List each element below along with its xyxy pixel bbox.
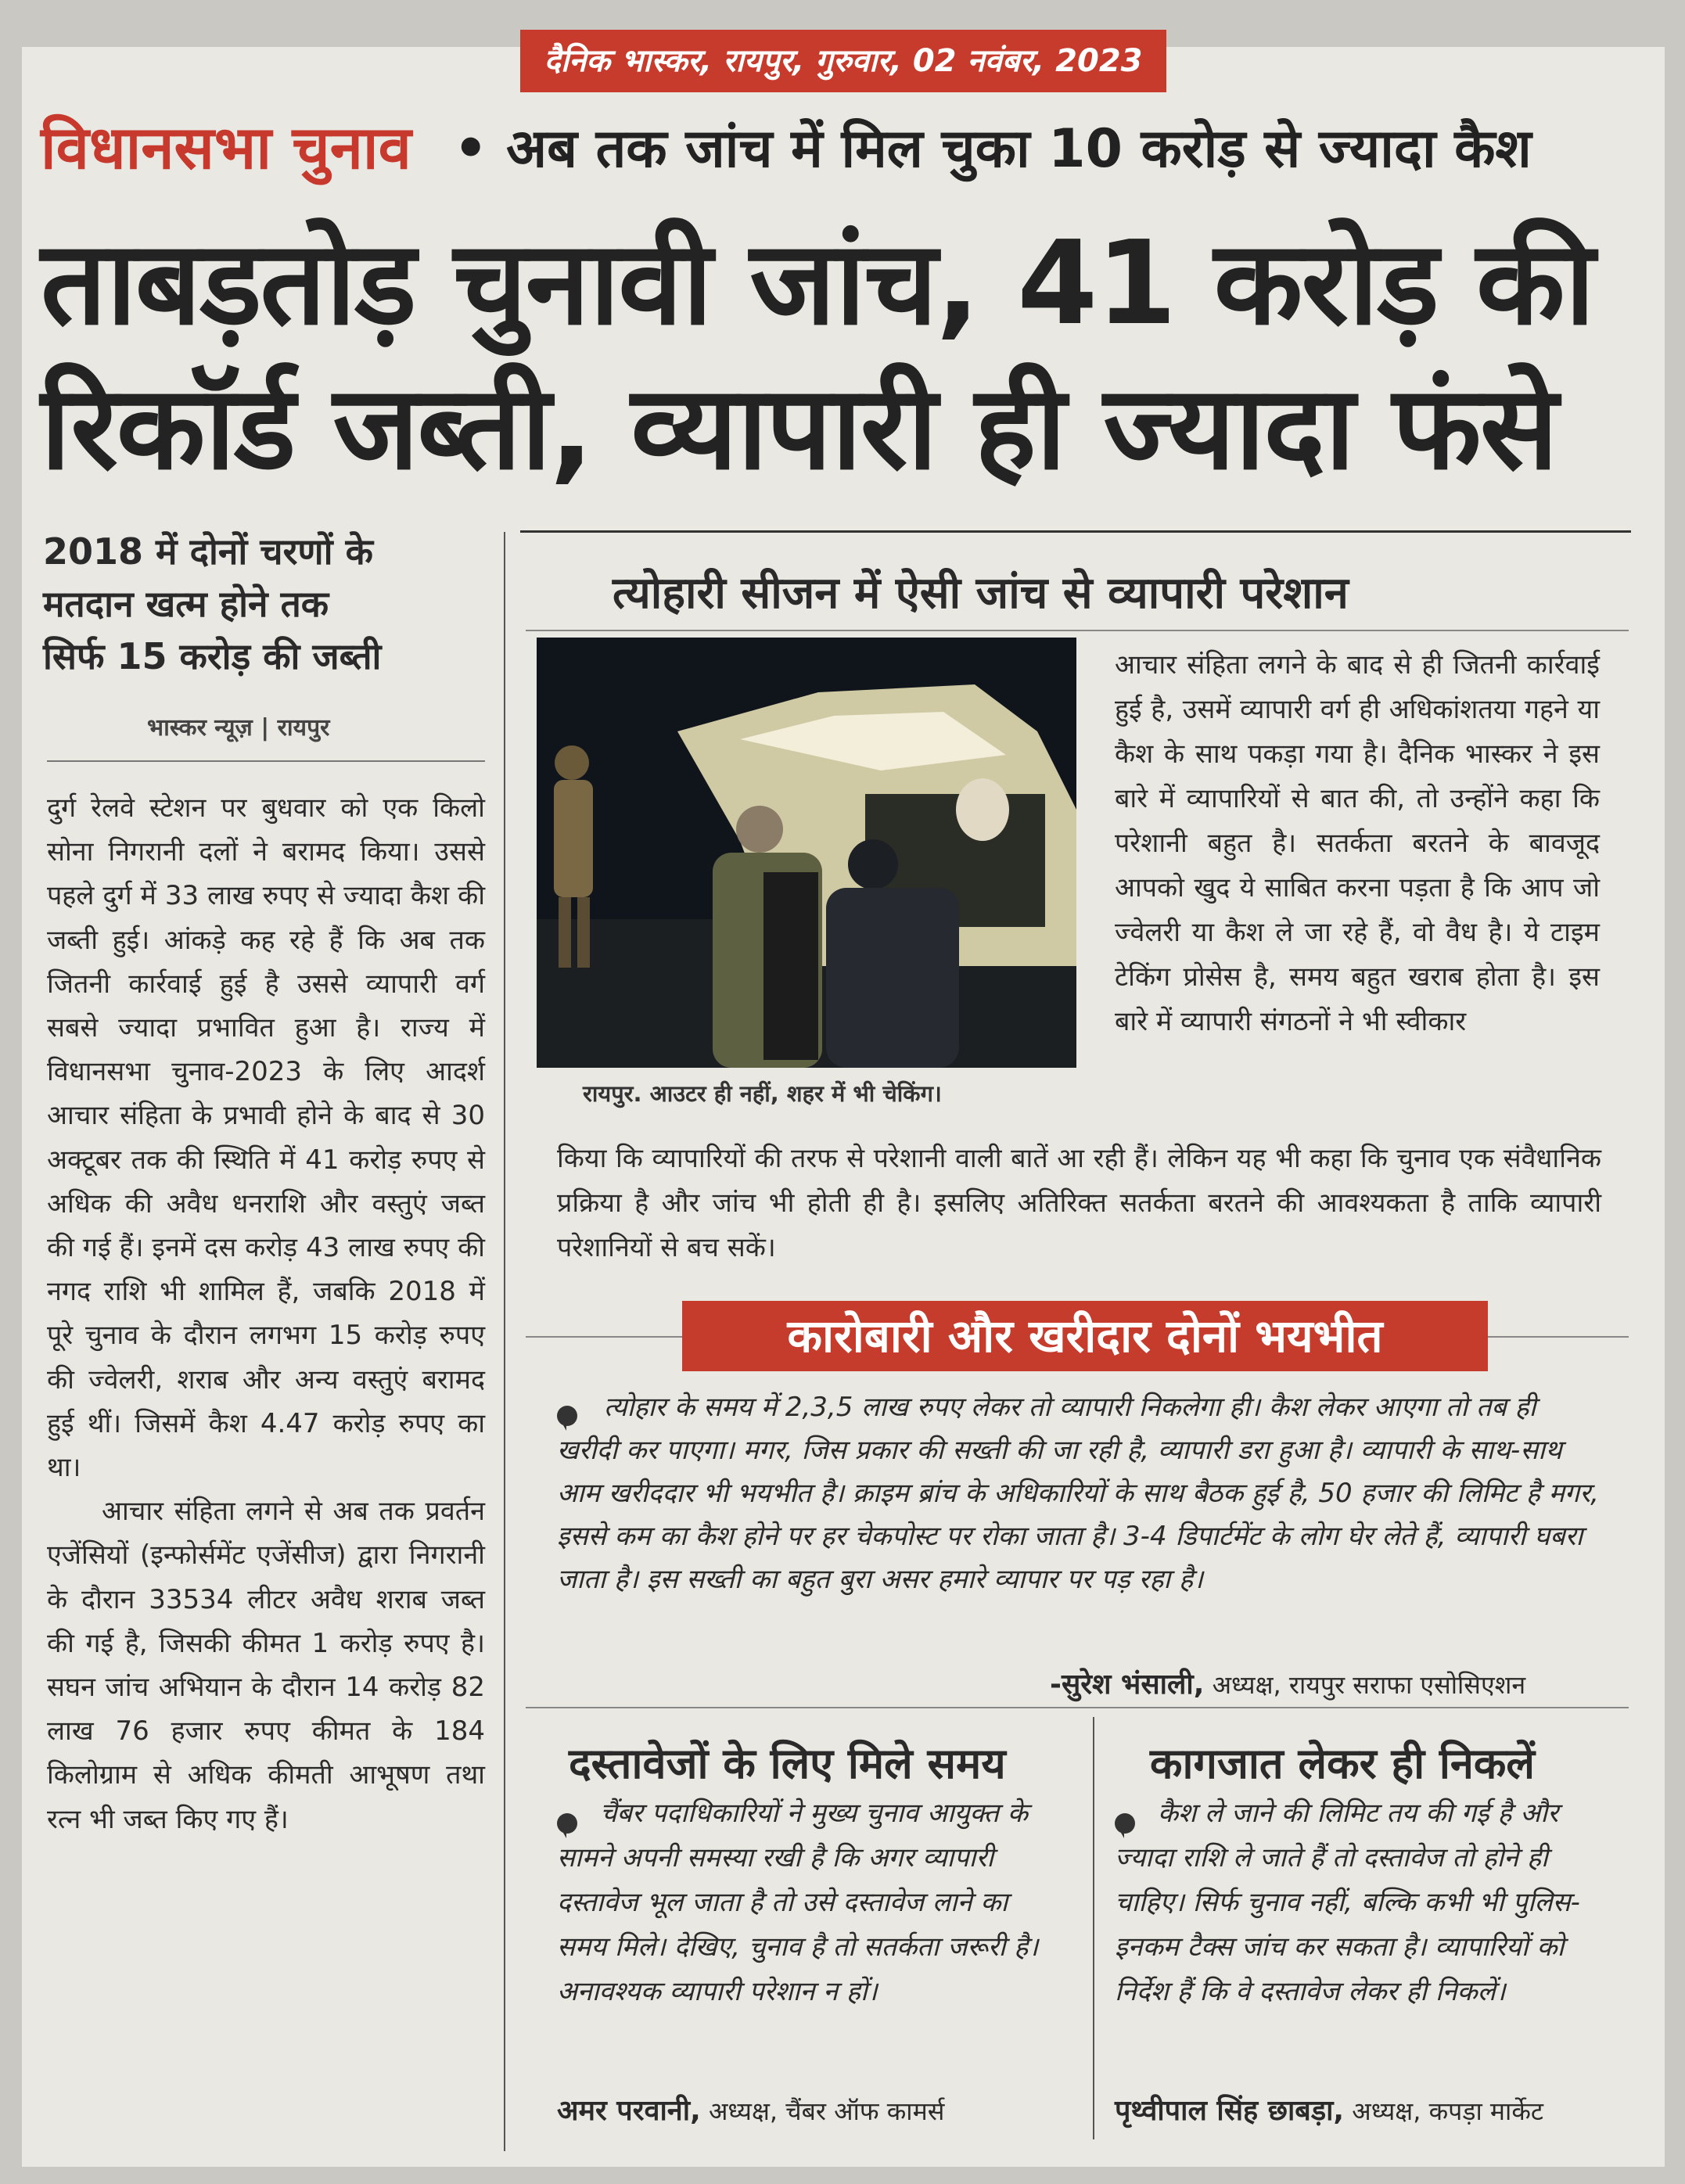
masthead-dateline: दैनिक भास्कर, रायपुर, गुरुवार, 02 नवंबर, 2023 <box>520 30 1166 92</box>
festive-right-text: आचार संहिता लगने के बाद से ही जितनी कार्रवाई हुई है, उसमें व्यापारी वर्ग ही अधिकांशतया गहने या कैश के साथ पकड़ा गया है। दैनिक भास्कर ने इस बारे में व्यापारियों से बात की, तो उन्होंने कहा कि परेशानी बहुत है। सतर्कता बरतने के बावजूद आपको खुद ये साबित करना पड़ता है कि आप जो ज्वेलरी या कैश ले जा रहे हैं, वो वैध है। ये टाइम टेकिंग प्रोसेस है, समय बहुत खराब होता है। इस बारे में व्यापारी संगठनों ने भी स्वीकार <box>1115 649 1600 1037</box>
papers-attribution <box>1115 2090 1543 2128</box>
left-para-1: दुर्ग रेलवे स्टेशन पर बुधवार को एक किलो सोना निगरानी दलों ने बरामद किया। उससे पहले दुर्ग में 33 लाख रुपए से ज्यादा कैश की जब्ती हुई। आंकड़े कह रहे हैं कि अब तक जितनी कार्रवाई हुई है उससे व्यापारी वर्ग सबसे ज्यादा प्रभावित हुआ है। राज्य में विधानसभा चुनाव-2023 के लिए आदर्श आचार संहिता के प्रभावी होने के बाद से 30 अक्टूबर तक की स्थिति में 41 करोड़ रुपए से अधिक की अवैध धनराशि और वस्तुएं जब्त की गई हैं। इनमें दस करोड़ 43 लाख रुपए की नगद राशि भी शामिल हैं, जबकि 2018 में पूरे चुनाव के दौरान लगभग 15 करोड़ रुपए की ज्वेलरी, शराब और अन्य वस्तुएं बरामद हुई थीं। जिसमें कैश 4.47 करोड़ रुपए का था। <box>47 792 485 1484</box>
deck-line-1: 2018 में दोनों चरणों के <box>43 530 373 573</box>
docs-title: दस्तावेजों के लिए मिले समय <box>569 1739 1006 1788</box>
docs-attrib-role: अध्यक्ष, चैंबर ऑफ कामर्स <box>700 2096 945 2126</box>
papers-title: कागजात लेकर ही निकलें <box>1150 1739 1535 1788</box>
fear-attrib-name: -सुरेश भंसाली, <box>1050 1669 1205 1701</box>
deck <box>43 526 489 683</box>
checking-photo-illustration <box>537 638 1076 1068</box>
left-column-body <box>47 786 485 1841</box>
fear-title-bar: कारोबारी और खरीदार दोनों भयभीत <box>682 1301 1488 1371</box>
fear-attrib-role: अध्यक्ष, रायपुर सराफा एसोसिएशन <box>1204 1670 1526 1700</box>
fear-quote: त्योहार के समय में 2,3,5 लाख रुपए लेकर तो व्यापारी निकलेगा ही। कैश लेकर आएगा तो तब ही खरीदी कर पाएगा। मगर, जिस प्रकार की सख्ती की जा रही है, व्यापारी डरा हुआ है। व्यापारी के साथ-साथ आम खरीददार भी भयभीत है। क्राइम ब्रांच के अधिकारियों के साथ बैठक हुई है, 50 हजार की लिमिट है मगर, इससे कम का कैश होने पर हर चेकपोस्ट पर रोका जाता है। 3-4 डिपार्टमेंट के लोग घेर लेते हैं, व्यापारी घबरा जाता है। इस सख्ती का बहुत बुरा असर हमारे व्यापार पर पड़ रहा है। <box>557 1392 1599 1595</box>
column-rule-bottom <box>1093 1717 1094 2139</box>
headline-rule <box>520 530 1631 533</box>
papers-attrib-name: पृथ्वीपाल सिंह छाबड़ा, <box>1115 2095 1345 2127</box>
kicker-text: • अब तक जांच में मिल चुका 10 करोड़ से ज्यादा कैश <box>454 118 1532 180</box>
festive-subhead: त्योहारी सीजन में ऐसी जांच से व्यापारी परेशान <box>613 568 1349 619</box>
bottom-section-rule <box>526 1707 1629 1708</box>
section-kicker: विधानसभा चुनाव <box>41 113 411 182</box>
papers-attrib-role: अध्यक्ष, कपड़ा मार्केट <box>1344 2096 1544 2126</box>
left-para-2: आचार संहिता लगने से अब तक प्रवर्तन एजेंसियों (इन्फोर्समेंट एजेंसीज) द्वारा निगरानी के दौरान 33534 लीटर अवैध शराब जब्त की गई है, जिसकी कीमत 1 करोड़ रुपए है। सघन जांच अभियान के दौरान 14 करोड़ 82 लाख 76 हजार रुपए कीमत के 184 किलोग्राम से अधिक कीमती आभूषण तथा रत्न भी जब्त किए गए हैं। <box>47 1496 485 1835</box>
docs-attribution <box>557 2090 944 2128</box>
column-rule-left <box>504 532 505 2151</box>
deck-line-3: सिर्फ 15 करोड़ की जब्ती <box>43 635 382 677</box>
headline-line-1: ताबड़तोड़ चुनावी जांच, 41 करोड़ की <box>41 216 1593 350</box>
byline: भास्कर न्यूज़ | रायपुर <box>147 714 330 742</box>
headline-line-2: रिकॉर्ड जब्ती, व्यापारी ही ज्यादा फंसे <box>41 361 1557 495</box>
main-headline <box>41 211 1652 501</box>
festive-rule <box>526 630 1629 631</box>
fear-attribution <box>1050 1664 1525 1702</box>
photo-caption: रायपुर. आउटर ही नहीं, शहर में भी चेकिंग। <box>583 1080 942 1107</box>
checking-photo <box>537 638 1076 1068</box>
docs-quote: चैंबर पदाधिकारियों ने मुख्य चुनाव आयुक्त के सामने अपनी समस्या रखी है कि अगर व्यापारी दस्तावेज भूल जाता है तो उसे दस्तावेज लाने का समय मिले। देखिए, चुनाव है तो सतर्कता जरूरी है। अनावश्यक व्यापारी परेशान न हों। <box>557 1798 1039 2007</box>
docs-attrib-name: अमर परवानी, <box>557 2095 701 2127</box>
festive-wide-text: किया कि व्यापारियों की तरफ से परेशानी वाली बातें आ रही हैं। लेकिन यह भी कहा कि चुनाव एक संवैधानिक प्रक्रिया है और जांच भी होती ही है। इसलिए अतिरिक्त सतर्कता बरतने की आवश्यकता है ताकि व्यापारी परेशानियों से बच सकें। <box>557 1143 1601 1263</box>
deck-line-2: मतदान खत्म होने तक <box>43 583 329 625</box>
byline-rule <box>47 760 485 762</box>
papers-quote: कैश ले जाने की लिमिट तय की गई है और ज्यादा राशि ले जाते हैं तो दस्तावेज तो होने ही चाहिए। सिर्फ चुनाव नहीं, बल्कि कभी भी पुलिस-इनकम टैक्स जांच कर सकता है। व्यापारियों को निर्देश हैं कि वे दस्तावेज लेकर ही निकलें। <box>1115 1798 1580 2007</box>
